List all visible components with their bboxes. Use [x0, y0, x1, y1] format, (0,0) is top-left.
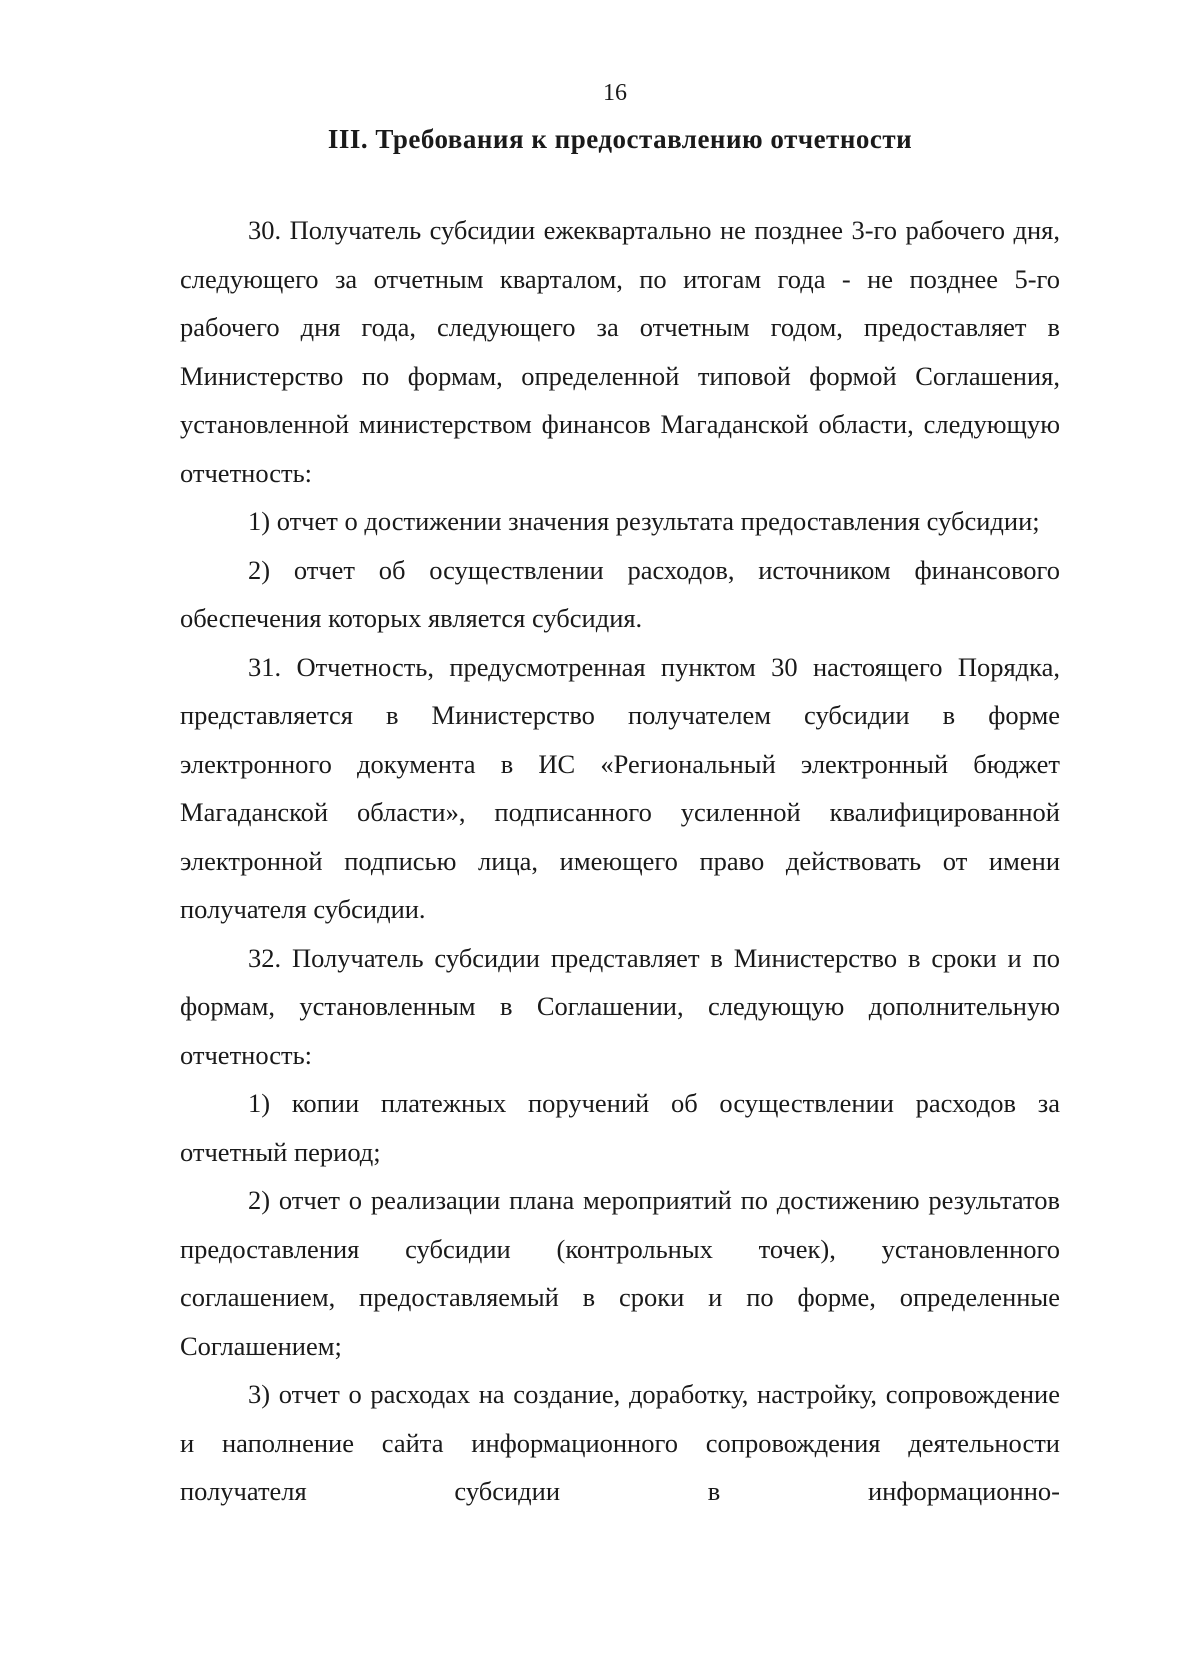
- document-body: [180, 206, 1060, 1516]
- section-heading: III. Требования к предоставлению отчетности: [327, 124, 913, 154]
- paragraph-30-item-2: 2) отчет об осуществлении расходов, источником финансового обеспечения которых является субсидия.: [180, 554, 1060, 633]
- page-number: 16: [603, 80, 627, 106]
- paragraph-32: 32. Получатель субсидии представляет в Министерство в сроки и по формам, установленным в Соглашении, следующую дополнительную отчетность:: [180, 942, 1060, 1070]
- paragraph-30-item-1: 1) отчет о достижении значения результата предоставления субсидии;: [248, 506, 1040, 536]
- paragraph-32-item-3: 3) отчет о расходах на создание, доработку, настройку, сопровождение и наполнение сайта информационного сопровождения деятельности получателя субсидии в информационно-: [180, 1379, 1060, 1506]
- paragraph-32-item-1: 1) копии платежных поручений об осуществлении расходов за отчетный период;: [180, 1088, 1060, 1167]
- paragraph-30: 30. Получатель субсидии ежеквартально не позднее 3-го рабочего дня, следующего за отчетным кварталом, по итогам года - не позднее 5-го рабочего дня года, следующего за отчетным годом, предоставляет в Министерство по формам, определенной типовой формой Соглашения, установленной министерством финансов Магаданской области, следующую отчетность:: [180, 215, 1060, 488]
- paragraph-31: 31. Отчетность, предусмотренная пунктом 30 настоящего Порядка, представляется в Министерство получателем субсидии в форме электронного документа в ИС «Региональный электронный бюджет Магаданской области», подписанного усиленной квалифицированной электронной подписью лица, имеющего право действовать от имени получателя субсидии.: [180, 651, 1060, 924]
- paragraph-32-item-2: 2) отчет о реализации плана мероприятий по достижению результатов предоставления субсидии (контрольных точек), установленного соглашением, предоставляемый в сроки и по форме, определенные Соглашением;: [180, 1185, 1060, 1361]
